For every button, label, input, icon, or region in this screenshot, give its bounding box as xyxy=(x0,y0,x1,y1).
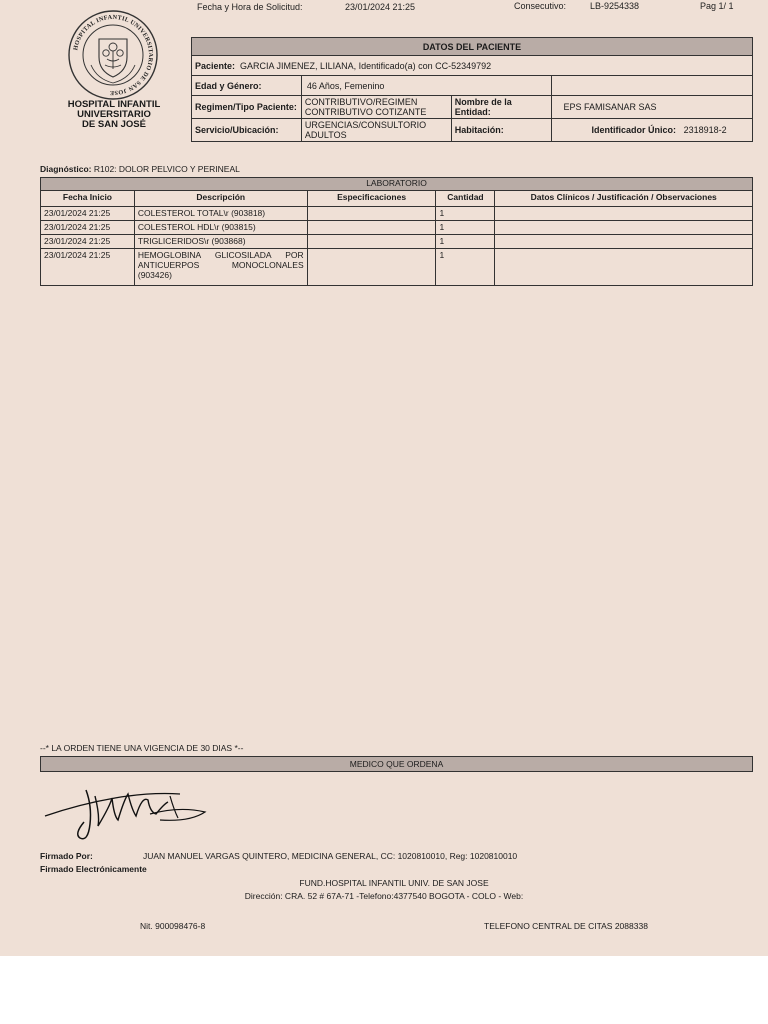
diagnostico xyxy=(40,164,240,174)
paciente-label: Paciente: xyxy=(195,60,236,71)
fecha-solicitud-label: Fecha y Hora de Solicitud: xyxy=(197,2,303,12)
column-header: Fecha Inicio xyxy=(41,191,135,207)
cantidad-cell: 1 xyxy=(436,221,495,235)
descripcion-cell: COLESTEROL TOTAL\r (903818) xyxy=(134,207,307,221)
servicio-value-line2: ADULTOS xyxy=(304,130,347,140)
column-header: Descripción xyxy=(134,191,307,207)
fecha-inicio-cell: 23/01/2024 21:25 xyxy=(41,207,135,221)
fecha-solicitud-value: 23/01/2024 21:25 xyxy=(345,2,416,12)
servicio-label: Servicio/Ubicación: xyxy=(192,119,302,142)
servicio-value-line1: URGENCIAS/CONSULTORIO xyxy=(304,120,427,130)
handwritten-signature xyxy=(40,776,215,846)
telefono-citas: TELEFONO CENTRAL DE CITAS 2088338 xyxy=(484,921,648,931)
datos-cell xyxy=(495,221,753,235)
paciente-row xyxy=(192,56,753,76)
entidad-value: EPS FAMISANAR SAS xyxy=(551,96,752,119)
edad-empty-cell xyxy=(551,76,752,96)
column-header: Cantidad xyxy=(436,191,495,207)
descripcion-cell: COLESTEROL HDL\r (903815) xyxy=(134,221,307,235)
consecutivo-label: Consecutivo: xyxy=(514,1,567,11)
edad-value: 46 Años, Femenino xyxy=(301,76,551,96)
especificaciones-cell xyxy=(307,207,436,221)
fecha-inicio-cell: 23/01/2024 21:25 xyxy=(41,221,135,235)
descripcion-cell xyxy=(134,249,307,286)
entidad-label: Nombre de la Entidad: xyxy=(451,96,551,119)
descripcion-line3: (903426) xyxy=(137,270,172,280)
servicio-value xyxy=(301,119,451,142)
descripcion-line2: ANTICUERPOS MONOCLONALES xyxy=(137,260,304,270)
hospital-seal-logo xyxy=(67,9,159,101)
firmado-por-label: Firmado Por: xyxy=(40,851,93,861)
vigencia-note: --* LA ORDEN TIENE UNA VIGENCIA DE 30 DIAS *-- xyxy=(40,743,244,753)
hospital-name xyxy=(40,100,188,130)
identificador-label: Identificador Único: xyxy=(591,125,677,135)
table-row xyxy=(41,249,753,286)
datos-cell xyxy=(495,207,753,221)
fundacion-name: FUND.HOSPITAL INFANTIL UNIV. DE SAN JOSE xyxy=(299,878,489,888)
habitacion-label: Habitación: xyxy=(451,119,551,142)
svg-text:HOSPITAL INFANTIL UNIVERSITARI: HOSPITAL INFANTIL UNIVERSITARIO DE SAN JOSE xyxy=(72,13,155,97)
table-row xyxy=(41,235,753,249)
hospital-name-line1: HOSPITAL INFANTIL xyxy=(67,99,161,110)
table-row xyxy=(41,207,753,221)
page-number: Pag 1/ 1 xyxy=(700,1,734,11)
paciente-value: GARCIA JIMENEZ, LILIANA, Identificado(a) con CC-52349792 xyxy=(240,60,492,71)
medico-que-ordena-title: MEDICO QUE ORDENA xyxy=(40,756,753,772)
cantidad-cell: 1 xyxy=(436,235,495,249)
especificaciones-cell xyxy=(307,221,436,235)
datos-cell xyxy=(495,235,753,249)
regimen-value xyxy=(301,96,451,119)
descripcion-cell: TRIGLICERIDOS\r (903868) xyxy=(134,235,307,249)
column-header: Datos Clínicos / Justificación / Observaciones xyxy=(495,191,753,207)
regimen-label: Regimen/Tipo Paciente: xyxy=(192,96,302,119)
table-row xyxy=(41,221,753,235)
hospital-name-line2: UNIVERSITARIO xyxy=(77,109,151,120)
laboratorio-table xyxy=(40,177,753,286)
column-header: Especificaciones xyxy=(307,191,436,207)
firmado-por-value: JUAN MANUEL VARGAS QUINTERO, MEDICINA GENERAL, CC: 1020810010, Reg: 1020810010 xyxy=(143,851,518,861)
descripcion-line1: HEMOGLOBINA GLICOSILADA POR xyxy=(137,250,304,260)
regimen-value-line2: CONTRIBUTIVO COTIZANTE xyxy=(304,107,427,117)
fecha-inicio-cell: 23/01/2024 21:25 xyxy=(41,249,135,286)
nit: Nit. 900098476-8 xyxy=(140,921,206,931)
laboratorio-title: LABORATORIO xyxy=(41,178,753,191)
patient-table-title: DATOS DEL PACIENTE xyxy=(192,38,753,56)
especificaciones-cell xyxy=(307,235,436,249)
edad-label: Edad y Género: xyxy=(192,76,302,96)
especificaciones-cell xyxy=(307,249,436,286)
datos-cell xyxy=(495,249,753,286)
cantidad-cell: 1 xyxy=(436,249,495,286)
consecutivo-value: LB-9254338 xyxy=(590,1,640,11)
direccion: Dirección: CRA. 52 # 67A-71 -Telefono:4377540 BOGOTA - COLO - Web: xyxy=(244,891,524,901)
firmado-electronicamente: Firmado Electrónicamente xyxy=(40,864,147,874)
fecha-inicio-cell: 23/01/2024 21:25 xyxy=(41,235,135,249)
regimen-value-line1: CONTRIBUTIVO/REGIMEN xyxy=(304,97,418,107)
diagnostico-label: Diagnóstico: xyxy=(40,164,92,174)
hospital-name-line3: DE SAN JOSÉ xyxy=(82,119,146,130)
cantidad-cell: 1 xyxy=(436,207,495,221)
diagnostico-value: R102: DOLOR PELVICO Y PERINEAL xyxy=(93,164,240,174)
identificador-value: 2318918-2 xyxy=(683,125,727,135)
identificador-cell xyxy=(551,119,752,142)
patient-data-table xyxy=(191,37,753,142)
